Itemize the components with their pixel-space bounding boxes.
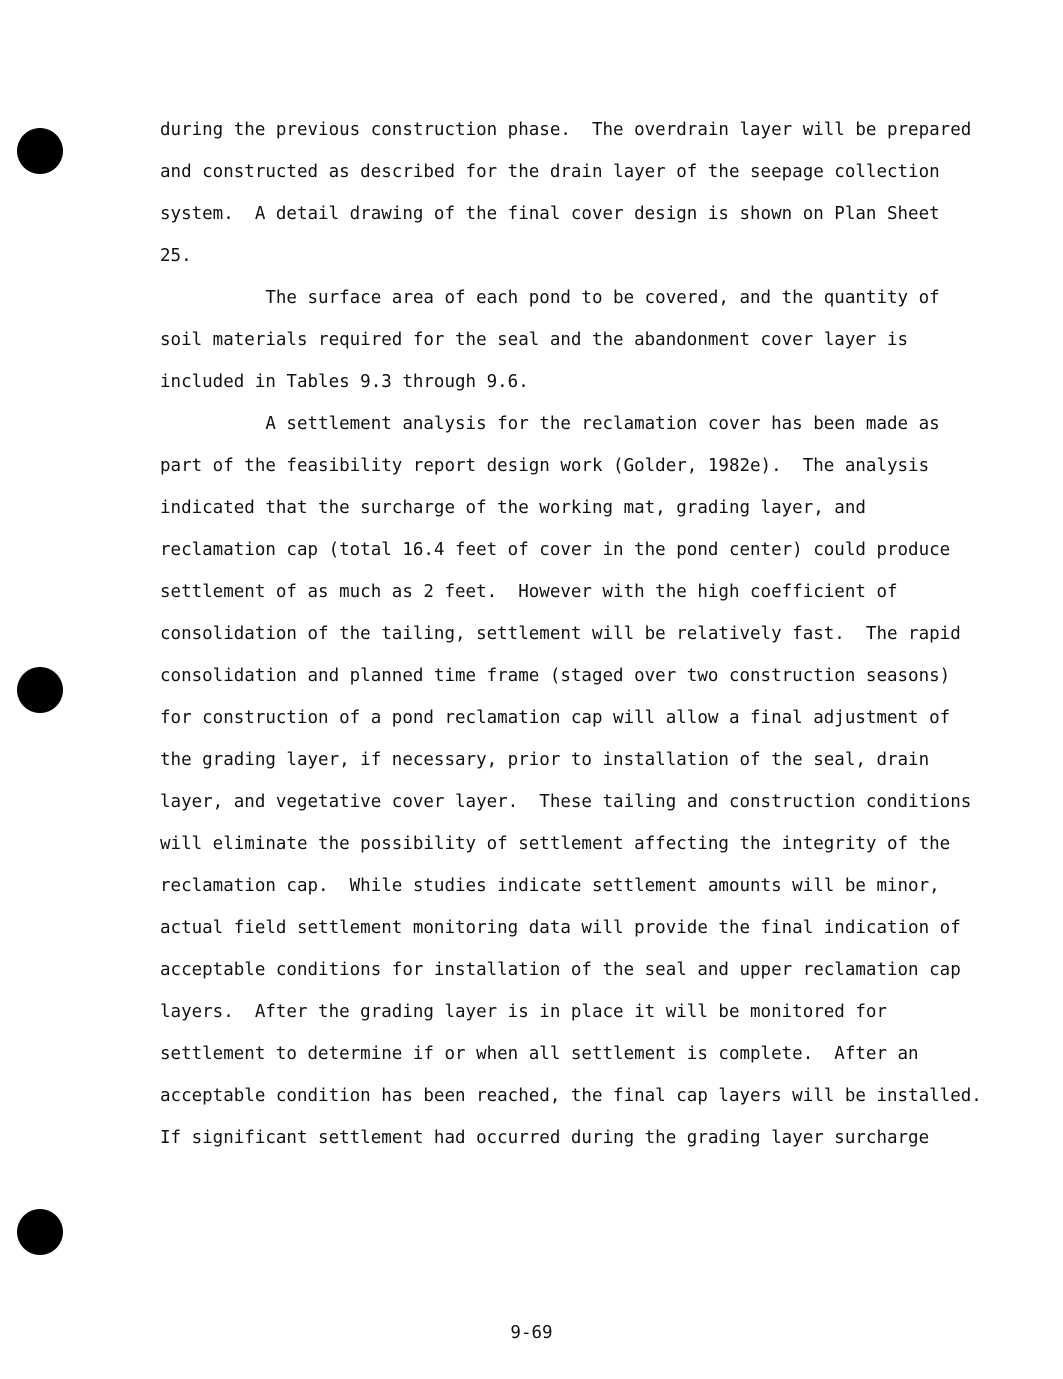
binder-hole-top [17, 128, 63, 174]
text-line: included in Tables 9.3 through 9.6. [160, 372, 529, 392]
text-line: actual field settlement monitoring data will provide the final indication of [160, 918, 961, 938]
text-line: reclamation cap. While studies indicate settlement amounts will be minor, [160, 876, 940, 896]
page-number: 9-69 [510, 1323, 553, 1343]
text-line: soil materials required for the seal and the abandonment cover layer is [160, 330, 909, 350]
text-line: consolidation of the tailing, settlement will be relatively fast. The rapid [160, 624, 961, 644]
binder-hole-bottom [17, 1209, 63, 1255]
text-line: The surface area of each pond to be covered, and the quantity of [160, 288, 940, 308]
text-line: 25. [160, 246, 192, 266]
text-line: indicated that the surcharge of the working mat, grading layer, and [160, 498, 866, 518]
text-line: If significant settlement had occurred during the grading layer surcharge [160, 1128, 930, 1148]
text-line: part of the feasibility report design work (Golder, 1982e). The analysis [160, 456, 930, 476]
text-line: settlement of as much as 2 feet. However with the high coefficient of [160, 582, 898, 602]
text-line: the grading layer, if necessary, prior to installation of the seal, drain [160, 750, 930, 770]
text-line: consolidation and planned time frame (staged over two construction seasons) [160, 666, 951, 686]
text-line: for construction of a pond reclamation cap will allow a final adjustment of [160, 708, 951, 728]
body-text [160, 115, 990, 1165]
text-line: A settlement analysis for the reclamation cover has been made as [160, 414, 940, 434]
text-line: reclamation cap (total 16.4 feet of cover in the pond center) could produce [160, 540, 951, 560]
text-line: layers. After the grading layer is in place it will be monitored for [160, 1002, 887, 1022]
text-line: acceptable conditions for installation of the seal and upper reclamation cap [160, 960, 961, 980]
text-line: and constructed as described for the drain layer of the seepage collection [160, 162, 940, 182]
text-line: will eliminate the possibility of settlement affecting the integrity of the [160, 834, 951, 854]
text-line: settlement to determine if or when all settlement is complete. After an [160, 1044, 919, 1064]
binder-hole-middle [17, 667, 63, 713]
text-line: system. A detail drawing of the final cover design is shown on Plan Sheet [160, 204, 940, 224]
text-line: acceptable condition has been reached, the final cap layers will be installed. [160, 1086, 982, 1106]
text-line: layer, and vegetative cover layer. These tailing and construction conditions [160, 792, 972, 812]
text-line: during the previous construction phase. The overdrain layer will be prepared [160, 120, 972, 140]
